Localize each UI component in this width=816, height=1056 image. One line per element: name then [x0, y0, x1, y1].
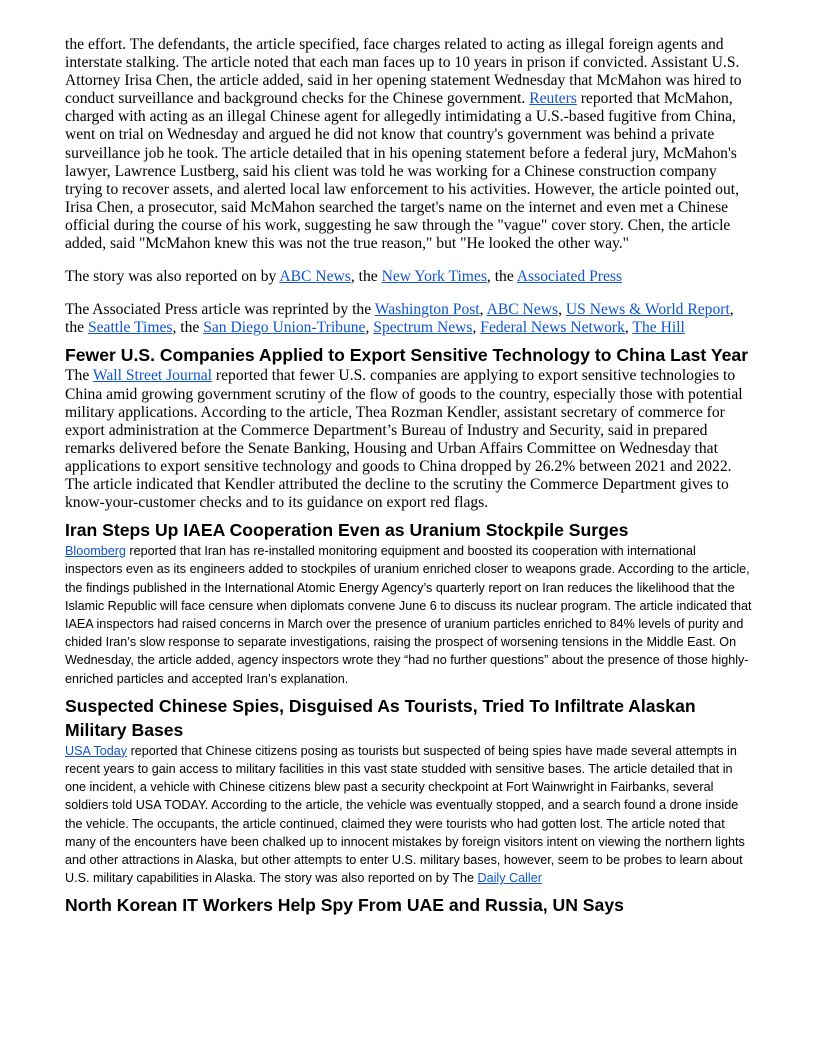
- intro-text: the effort. The defendants, the article specified, face charges related to acting as illegal foreign agents and interstate stalking. The article noted that each man faces up to 10 years in prison if convicted. Assistant U.S. Attorney Irisa Chen, the article added, said in her opening statement Wednesday that McMahon was hired to conduct surveillance and background checks for the Chinese government.: [65, 36, 742, 108]
- usa-today-link[interactable]: USA Today: [65, 743, 128, 758]
- reprinted-lead: The Associated Press article was reprinted by the: [65, 301, 375, 319]
- article-text: reported that Chinese citizens posing as tourists but suspected of being spies have made several attempts in recent years to gain access to military facilities in this vast state studded with sensitive bases. The article detailed that in one incident, a vehicle with Chinese citizens blew past a security checkpoint at Fort Wainwright in Fairbanks, several soldiers told USA TODAY. According to the article, the vehicle was eventually stopped, and a search found a drone inside the vehicle. The occupants, the article continued, claimed they were tourists who had gotten lost. The article noted that many of the encounters have been chalked up to innocent mistakes by foreign visitors intent on viewing the northern lights and other attractions in Alaska, but other attempts to enter U.S. military bases, however, seem to be probes to learn about U.S. military capabilities in Alaska. The story was also reported on by The: [65, 743, 745, 886]
- spectrum-news-link[interactable]: Spectrum News: [373, 319, 473, 337]
- abc-news-reprint-link[interactable]: ABC News: [486, 301, 559, 319]
- reprinted-paragraph: The Associated Press article was reprinted by the Washington Post, ABC News, US News & World Report, the Seattle Times, the San Diego Union-Tribune, Spectrum News, Federal News Network, The Hill: [65, 301, 734, 337]
- the-hill-link[interactable]: The Hill: [632, 319, 685, 337]
- article-heading-north-korea: North Korean IT Workers Help Spy From UAE and Russia, UN Says: [65, 895, 624, 916]
- article-heading-export: Fewer U.S. Companies Applied to Export Sensitive Technology to China Last Year: [65, 345, 749, 366]
- article-heading-iran: Iran Steps Up IAEA Cooperation Even as Uranium Stockpile Surges: [65, 520, 629, 541]
- daily-caller-link[interactable]: Daily Caller: [477, 871, 542, 886]
- article-body-iran: [65, 542, 753, 688]
- us-news-link[interactable]: US News & World Report: [565, 301, 730, 319]
- intro-text-continued: reported that McMahon, charged with acting as an illegal Chinese agent for allegedly intimidating a U.S.-based fugitive from China, went on trial on Wednesday and argued he did not know that country's government was behind a private surveillance job he took. The article detailed that in his opening statement before a federal jury, McMahon's lawyer, Lawrence Lustberg, said his client was told he was working for a Chinese construction company trying to recover assets, and alerted local law enforcement to his activities. However, the article pointed out, Irisa Chen, a prosecutor, said McMahon searched the target's name on the internet and even met a Chinese official during the course of his work, suggesting he saw through the "vague" cover story. Chen, the article added, said "McMahon knew this was not the true reason," but "He looked the other way.": [65, 90, 739, 253]
- wsj-link[interactable]: Wall Street Journal: [92, 367, 213, 385]
- article-text: reported that Iran has re-installed monitoring equipment and boosted its cooperation with international inspectors even as its engineers added to stockpiles of uranium enriched closer to weapons grade. According to the article, the findings published in the International Atomic Energy Agency’s quarterly report on Iran reduces the likelihood that the Islamic Republic will face censure when diplomats convene June 6 to discuss its nuclear program. The article indicated that IAEA inspectors had raised concerns in March over the presence of uranium particles enriched to 84% levels of purity and chided Iran’s slow response to separate investigations, raising the prospect of worsening tensions in the Middle East. On Wednesday, the article added, agency inspectors wrote they “had no further questions” about the presence of those highly-enriched particles and accepted Iran’s explanation.: [65, 544, 752, 686]
- san-diego-link[interactable]: San Diego Union-Tribune: [203, 319, 366, 337]
- intro-paragraph: [65, 36, 753, 253]
- article-heading-alaska: Suspected Chinese Spies, Disguised As Tourists, Tried To Infiltrate Alaskan Military Bases: [65, 695, 696, 740]
- reuters-link[interactable]: Reuters: [529, 90, 577, 108]
- also-reported-lead: The story was also reported on by: [65, 268, 280, 286]
- nyt-link[interactable]: New York Times: [381, 268, 487, 286]
- abc-news-link[interactable]: ABC News: [279, 268, 351, 286]
- federal-news-link[interactable]: Federal News Network: [480, 319, 625, 337]
- article-body-alaska: [65, 742, 753, 888]
- article-text: reported that fewer U.S. companies are applying to export sensitive technologies to China amid growing government scrutiny of the flow of goods to the country, especially those with potential military applications. According to the article, Thea Rozman Kendler, assistant secretary of commerce for export administration at the Commerce Department’s Bureau of Industry and Security, said in prepared remarks delivered before the Senate Banking, Housing and Urban Affairs Committee on Wednesday that applications to export sensitive technology and goods to China dropped by 26.2% between 2021 and 2022. The article indicated that Kendler attributed the decline to the scrutiny the Commerce Department gives to know-your-customer checks and to its guidance on export red flags.: [65, 367, 743, 512]
- also-reported-paragraph: The story was also reported on by ABC News, the New York Times, the Associated Press: [65, 268, 623, 286]
- document-page: [65, 36, 753, 917]
- ap-link[interactable]: Associated Press: [516, 268, 623, 286]
- bloomberg-link[interactable]: Bloomberg: [65, 544, 126, 559]
- seattle-times-link[interactable]: Seattle Times: [87, 319, 173, 337]
- article-lead: The: [65, 367, 93, 385]
- washington-post-link[interactable]: Washington Post: [374, 301, 480, 319]
- article-body-export: [65, 367, 753, 512]
